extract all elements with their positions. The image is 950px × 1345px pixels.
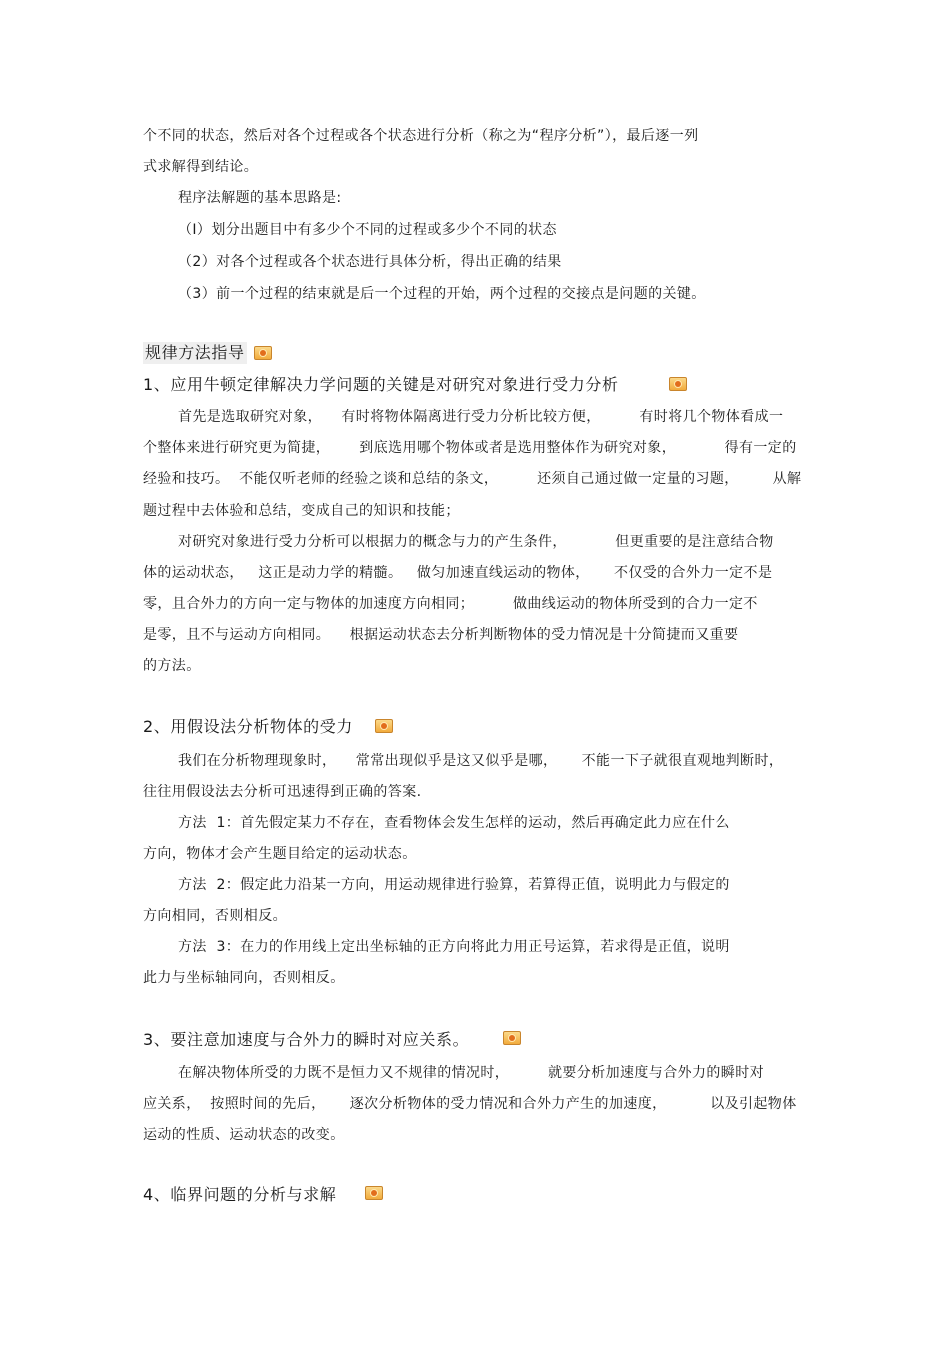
section-title: 规律方法指导 xyxy=(145,343,245,362)
heading-4: 4、临界问题的分析与求解 xyxy=(143,1185,337,1204)
paragraph-line: 体的运动状态， 这正是动力学的精髓。 做匀加速直线运动的物体， 不仅受的合外力一定不是 xyxy=(143,565,773,581)
paragraph-line: 应关系， 按照时间的先后， 逐次分析物体的受力情况和合外力产生的加速度， 以及引起物体 xyxy=(143,1096,797,1112)
paragraph-line: 个整体来进行研究更为简捷， 到底选用哪个物体或者是选用整体作为研究对象， 得有一定的 xyxy=(143,440,797,456)
paragraph-line: 运动的性质、运动状态的改变。 xyxy=(143,1127,345,1143)
star-folder-icon[interactable] xyxy=(375,719,393,733)
method-line: 方向，物体才会产生题目给定的运动状态。 xyxy=(143,846,417,862)
heading-1: 1、应用牛顿定律解决力学问题的关键是对研究对象进行受力分析 xyxy=(143,375,619,394)
paragraph-line: 经验和技巧。 不能仅听老师的经验之谈和总结的条文， 还须自己通过做一定量的习题， 从解 xyxy=(143,471,802,487)
paragraph-line: 零，且合外力的方向一定与物体的加速度方向相同； 做曲线运动的物体所受到的合力一定不 xyxy=(143,596,758,612)
method-line: 方法 1：首先假定某力不存在，查看物体会发生怎样的运动，然后再确定此力应在什么 xyxy=(178,815,730,831)
paragraph-line: 我们在分析物理现象时， 常常出现似乎是这又似乎是哪， 不能一下子就很直观地判断时， xyxy=(178,753,784,769)
method-line: 方向相同，否则相反。 xyxy=(143,908,287,924)
step-item: （2）对各个过程或各个状态进行具体分析，得出正确的结果 xyxy=(178,254,562,270)
heading-3: 3、要注意加速度与合外力的瞬时对应关系。 xyxy=(143,1030,470,1049)
step-item: （3）前一个过程的结束就是后一个过程的开始，两个过程的交接点是问题的关键。 xyxy=(178,286,706,302)
method-line: 方法 2：假定此力沿某一方向，用运动规律进行验算，若算得正值，说明此力与假定的 xyxy=(178,877,730,893)
paragraph-line: 题过程中去体验和总结，变成自己的知识和技能； xyxy=(143,503,460,519)
method-line: 方法 3：在力的作用线上定出坐标轴的正方向将此力用正号运算，若求得是正值，说明 xyxy=(178,939,730,955)
paragraph-line: 是零，且不与运动方向相同。 根据运动状态去分析判断物体的受力情况是十分简捷而又重要 xyxy=(143,627,739,643)
step-item: （I）划分出题目中有多少个不同的过程或多少个不同的状态 xyxy=(178,222,557,238)
paragraph-line: 的方法。 xyxy=(143,658,201,674)
intro-line: 个不同的状态，然后对各个过程或各个状态进行分析（称之为“程序分析”），最后逐一列 xyxy=(143,128,699,144)
paragraph-line: 首先是选取研究对象， 有时将物体隔离进行受力分析比较方便， 有时将几个物体看成一 xyxy=(178,409,784,425)
heading-2: 2、用假设法分析物体的受力 xyxy=(143,717,353,736)
star-folder-icon[interactable] xyxy=(503,1031,521,1045)
star-folder-icon[interactable] xyxy=(669,377,687,391)
paragraph-line: 往往用假设法去分析可迅速得到正确的答案. xyxy=(143,784,422,800)
intro-line: 程序法解题的基本思路是: xyxy=(178,190,342,206)
method-line: 此力与坐标轴同向，否则相反。 xyxy=(143,970,345,986)
star-folder-icon[interactable] xyxy=(254,346,272,360)
intro-line: 式求解得到结论。 xyxy=(143,159,259,175)
paragraph-line: 在解决物体所受的力既不是恒力又不规律的情况时， 就要分析加速度与合外力的瞬时对 xyxy=(178,1065,764,1081)
star-folder-icon[interactable] xyxy=(365,1186,383,1200)
paragraph-line: 对研究对象进行受力分析可以根据力的概念与力的产生条件， 但更重要的是注意结合物 xyxy=(178,534,774,550)
